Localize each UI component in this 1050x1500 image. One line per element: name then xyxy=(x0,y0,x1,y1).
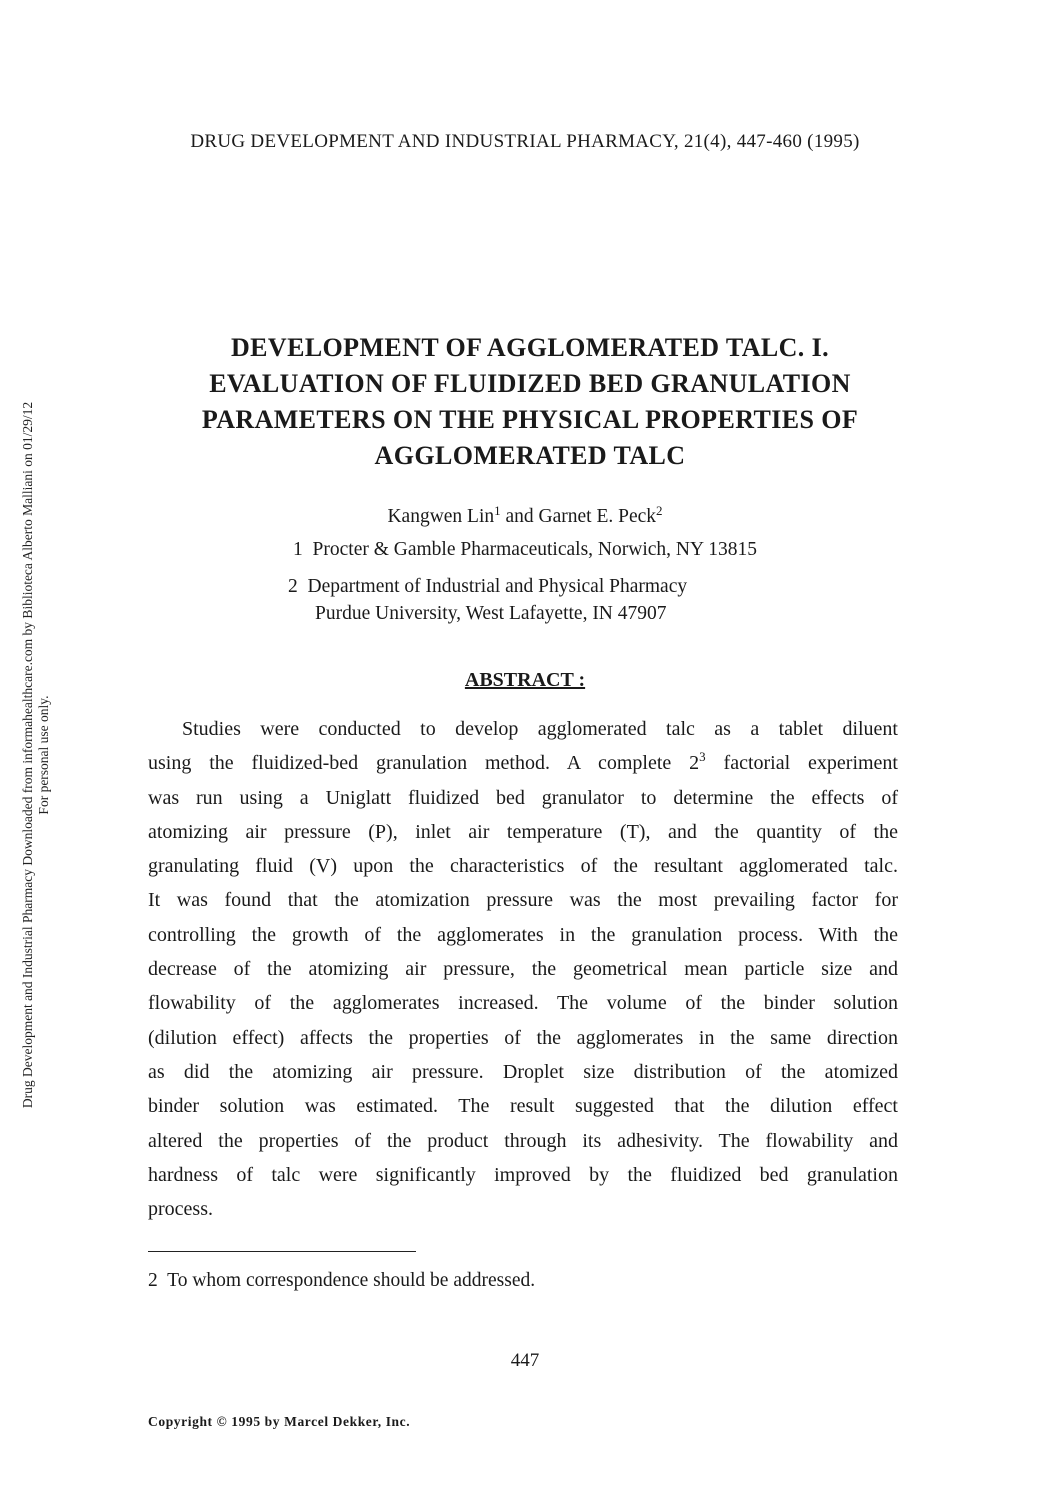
abstract-heading: ABSTRACT : xyxy=(464,669,586,691)
abstract-line: process. xyxy=(148,1198,213,1221)
affiliation-2 xyxy=(288,573,687,627)
abstract-line-part: using the fluidized-bed granulation method. A complete 2 xyxy=(148,752,700,775)
abstract-line: altered the properties of the product through its adhesivity. The flowability and xyxy=(148,1129,898,1152)
abstract-line: flowability of the agglomerates increased. The volume of the binder solution xyxy=(148,992,898,1015)
copyright-notice: Copyright © 1995 by Marcel Dekker, Inc. xyxy=(148,1414,411,1429)
abstract-line: atomizing air pressure (P), inlet air temperature (T), and the quantity of the xyxy=(148,820,898,843)
title-line-1: DEVELOPMENT OF AGGLOMERATED TALC. I. xyxy=(230,333,830,362)
title-line-2: EVALUATION OF FLUIDIZED BED GRANULATION xyxy=(209,369,851,398)
exponent: 3 xyxy=(699,749,706,765)
abstract-line: was run using a Uniglatt fluidized bed granulator to determine the effects of xyxy=(148,786,898,809)
title-line-4: AGGLOMERATED TALC xyxy=(374,441,686,470)
abstract-line: It was found that the atomization pressure was the most prevailing factor for xyxy=(148,889,898,912)
page-number: 447 xyxy=(510,1350,540,1371)
author-connector: and xyxy=(500,506,539,527)
affiliation-1: 1 Procter & Gamble Pharmaceuticals, Norwich, NY 13815 xyxy=(293,539,757,560)
abstract-line-part: factorial experiment xyxy=(705,752,898,775)
title-line-3: PARAMETERS ON THE PHYSICAL PROPERTIES OF xyxy=(201,405,859,434)
abstract-line xyxy=(148,746,898,780)
abstract-line: decrease of the atomizing air pressure, the geometrical mean particle size and xyxy=(148,958,898,981)
abstract-line: (dilution effect) affects the properties of the agglomerates in the same direction xyxy=(148,1026,898,1049)
author-name: Garnet E. Peck xyxy=(538,506,657,527)
author-list xyxy=(0,503,1050,528)
abstract-body xyxy=(148,712,898,1226)
abstract-line: controlling the growth of the agglomerates in the granulation process. With the xyxy=(148,923,898,946)
abstract-line: as did the atomizing air pressure. Droplet size distribution of the atomized xyxy=(148,1060,898,1083)
abstract-line: granulating fluid (V) upon the characteristics of the resultant agglomerated talc. xyxy=(148,855,898,878)
abstract-line: binder solution was estimated. The result suggested that the dilution effect xyxy=(148,1095,898,1118)
author-affiliation-mark: 2 xyxy=(656,503,663,518)
affiliation-2-line-2: Purdue University, West Lafayette, IN 47907 xyxy=(315,603,667,624)
affiliation-2-line-1: 2 Department of Industrial and Physical Pharmacy xyxy=(288,576,688,597)
watermark-line-1: Drug Development and Industrial Pharmacy Downloaded from informahealthcare.com by Biblioteca Alberto Malliani on 01/29/12 xyxy=(20,401,35,1109)
watermark-line-2: For personal use only. xyxy=(36,695,51,815)
abstract-line: Studies were conducted to develop agglomerated talc as a tablet diluent xyxy=(182,718,898,740)
abstract-line: hardness of talc were significantly improved by the fluidized bed granulation xyxy=(148,1163,898,1186)
footnote-divider xyxy=(148,1251,416,1252)
author-name: Kangwen Lin xyxy=(387,506,495,527)
footnote: 2 To whom correspondence should be addressed. xyxy=(148,1270,536,1291)
journal-header: DRUG DEVELOPMENT AND INDUSTRIAL PHARMACY, 21(4), 447-460 (1995) xyxy=(190,131,860,152)
article-title xyxy=(140,330,920,474)
author-affiliation-mark: 1 xyxy=(494,503,501,518)
download-watermark xyxy=(20,315,52,1195)
